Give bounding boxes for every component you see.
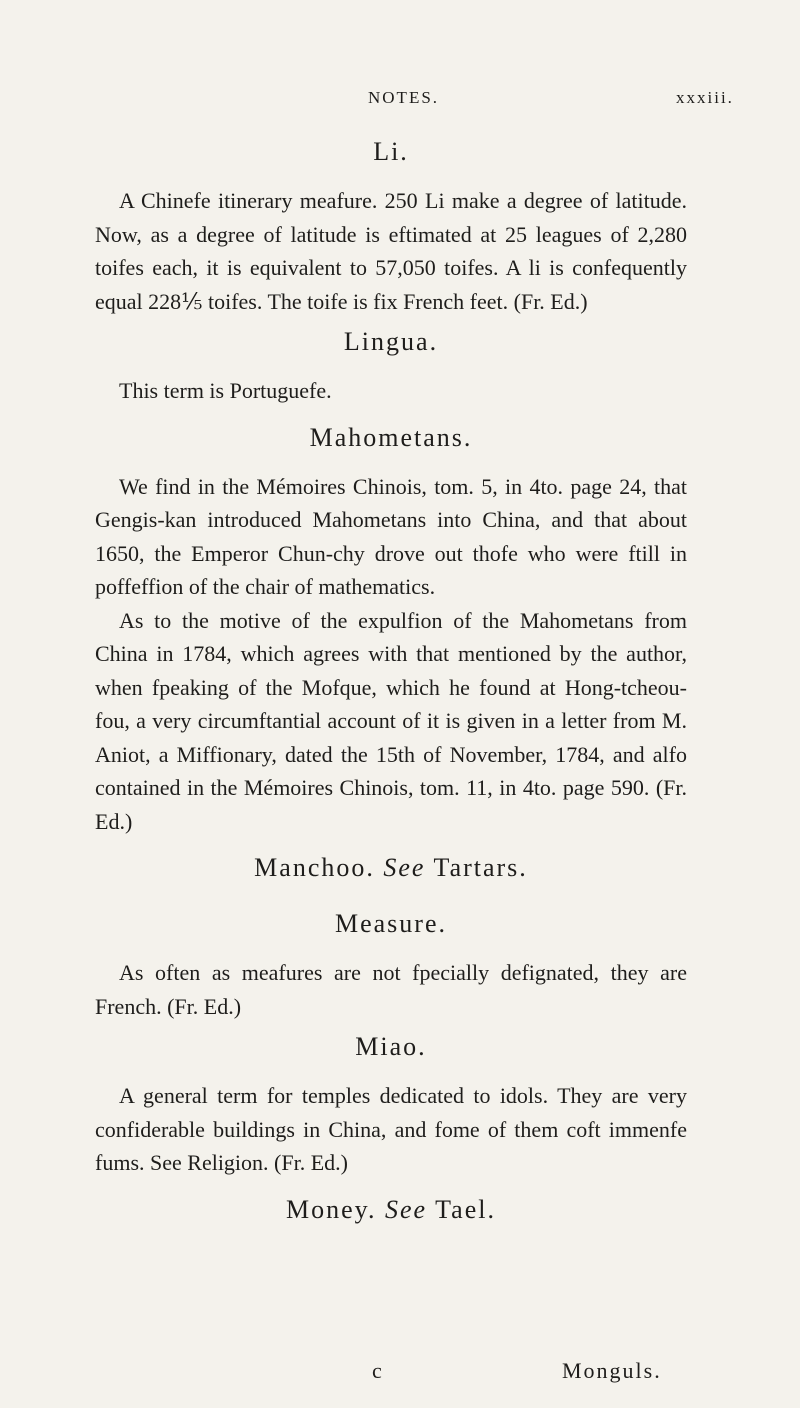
manchoo-see: See <box>383 853 426 882</box>
manchoo-label: Manchoo. <box>254 853 375 882</box>
entry-text-mahometans-2: As to the motive of the expulfion of the Mahometans from China in 1784, which agrees with that mentioned by the author, when fpeaking of the Mofque, which he found at Hong-tcheou-fou, a very circumftantial account of it is given in a letter from M. Aniot, a Miffionary, dated the 15th of November, 1784, and alfo contained in the Mémoires Chinois, tom. 11, in 4to. page 590. (Fr. Ed.) <box>95 607 687 834</box>
entry-text-miao: A general term for temples dedicated to idols. They are very confiderable buildings in China, and fome of them coft immenfe fums. See Religion. (Fr. Ed.) <box>95 1083 687 1175</box>
signature-mark: c <box>372 1358 384 1383</box>
entry-text-measure: As often as meafures are not fpecially defignated, they are French. (Fr. Ed.) <box>95 960 687 1019</box>
entry-text-lingua: This term is Portuguefe. <box>119 378 332 403</box>
entry-heading-lingua: Lingua. <box>343 327 439 356</box>
page-number: xxxiii. <box>676 88 734 107</box>
entry-heading-measure: Measure. <box>334 909 447 938</box>
entry-text-li: A Chinefe itinerary meafure. 250 Li make a degree of latitude. Now, as a degree of latitude is eftimated at 25 leagues of 2,280 toifes each, it is equivalent to 57,050 toifes. A li is confequently equal 228⅕ toifes. The toife is fix French feet. (Fr. Ed.) <box>95 188 687 314</box>
running-head <box>0 88 800 112</box>
manchoo-ref: Tartars. <box>433 853 528 882</box>
entry-heading-li: Li. <box>373 137 409 166</box>
entry-heading-miao: Miao. <box>355 1032 427 1061</box>
money-label: Money. <box>286 1194 377 1224</box>
notes-body <box>95 136 687 1242</box>
money-see: See <box>384 1194 428 1224</box>
entry-text-mahometans-1: We find in the Mémoires Chinois, tom. 5, in 4to. page 24, that Gengis-kan introduced Mahometans into China, and that about 1650, the Emperor Chun-chy drove out thofe who were ftill in poffeffion of the chair of mathematics. <box>95 473 687 599</box>
running-head-title: NOTES. <box>368 88 440 107</box>
catchword: Monguls. <box>562 1358 662 1383</box>
money-ref: Tael. <box>435 1194 496 1224</box>
entry-heading-mahometans: Mahometans. <box>309 422 473 452</box>
page-footer <box>0 1358 800 1388</box>
entry-heading-money <box>95 1194 687 1226</box>
entry-heading-manchoo <box>95 852 687 884</box>
